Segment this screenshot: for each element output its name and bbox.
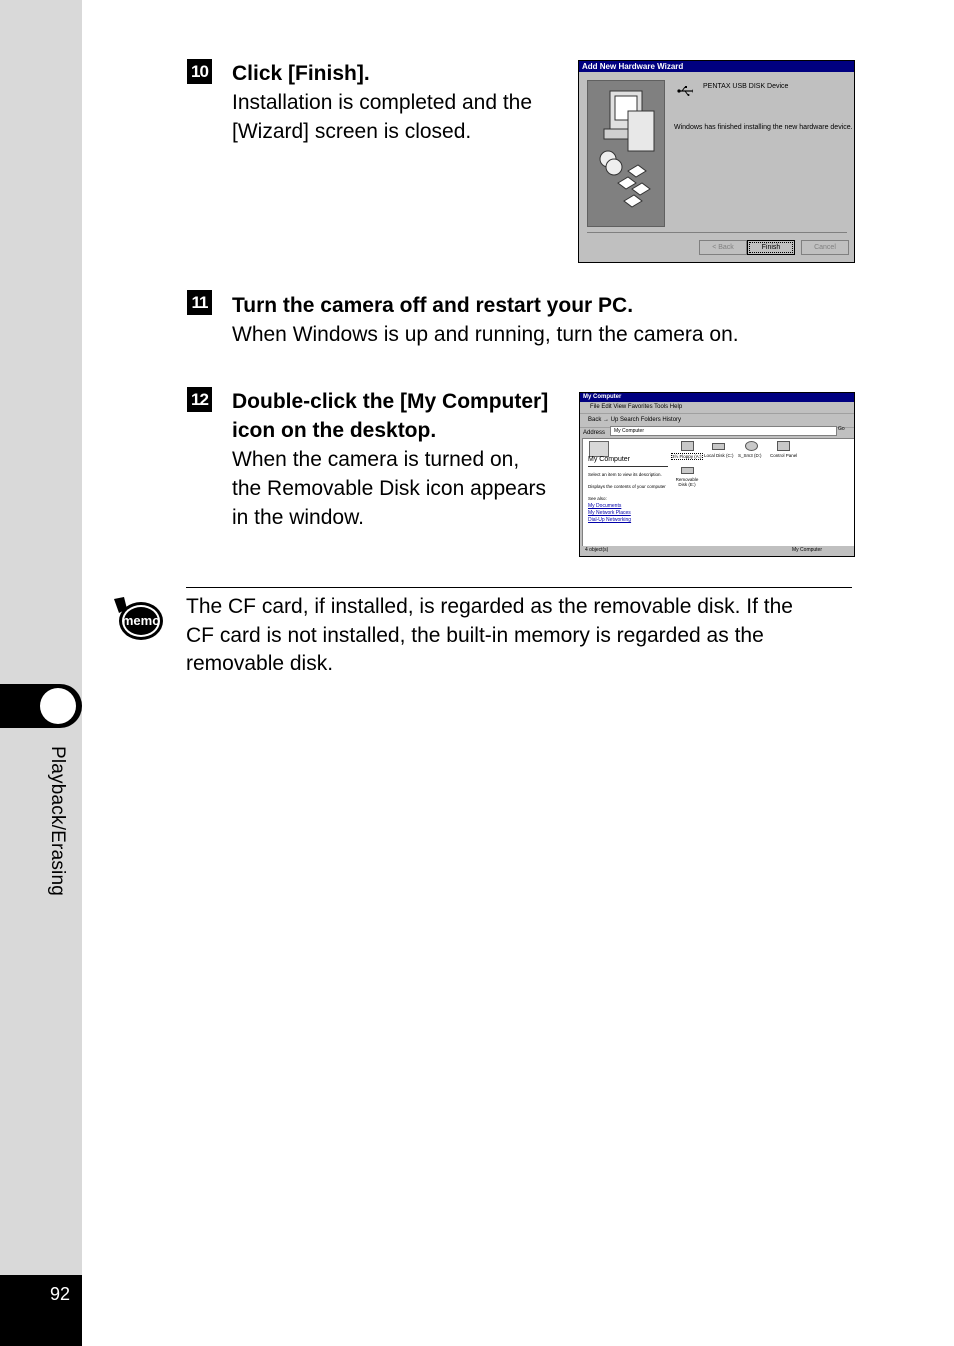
memo-line: CF card is not installed, the built-in memory is regarded as the: [186, 623, 764, 647]
back-button[interactable]: < Back: [699, 240, 747, 255]
step-number-10: 10: [187, 59, 212, 84]
computer-icon: [589, 441, 609, 457]
step-line: [Wizard] screen is closed.: [232, 120, 472, 143]
divider: [587, 232, 847, 233]
finish-button[interactable]: Finish: [747, 240, 795, 255]
step-line: the Removable Disk icon appears: [232, 477, 546, 500]
finish-message: Windows has finished installing the new hardware device.: [674, 124, 853, 131]
cancel-button[interactable]: Cancel: [801, 240, 849, 255]
page-number: 92: [49, 1284, 70, 1304]
memo-icon-label: memo: [121, 613, 161, 628]
status-bar: [582, 546, 855, 554]
address-label: Address: [580, 428, 854, 439]
icon-label: Local Disk (C:): [704, 453, 734, 458]
address-field[interactable]: My Computer: [610, 426, 837, 436]
step-line: When Windows is up and running, turn the camera on.: [232, 323, 739, 346]
memo-icon: [110, 593, 165, 643]
see-also: See also:: [588, 496, 607, 501]
icon-label: Control Panel: [770, 453, 798, 458]
window-content: [582, 438, 855, 547]
step-line: in the window.: [232, 506, 364, 529]
icon-label: Removable Disk (E:): [675, 477, 699, 487]
floppy-drive-icon[interactable]: [681, 441, 694, 451]
go-button[interactable]: Go: [838, 426, 845, 432]
step-title: Turn the camera off and restart your PC.: [232, 294, 634, 317]
step-title: Click [Finish].: [232, 62, 370, 85]
pane-hint: Select an item to view its description.: [588, 472, 662, 477]
control-panel-icon[interactable]: [777, 441, 790, 451]
step-10: [232, 59, 532, 146]
sidebar: [0, 0, 82, 1346]
link-network-places[interactable]: My Network Places: [588, 510, 631, 516]
step-number-12: 12: [187, 387, 212, 412]
menu-bar[interactable]: File Edit View Favorites Tools Help: [580, 402, 854, 414]
usb-icon: [677, 85, 693, 97]
step-number-11: 11: [187, 290, 212, 315]
memo-line: removable disk.: [186, 652, 334, 675]
step-title: Double-click the [My Computer]: [232, 390, 549, 413]
status-right: My Computer: [792, 547, 823, 553]
link-my-documents[interactable]: My Documents: [588, 503, 622, 509]
pane-rule: [588, 466, 668, 467]
status-left: 4 object(s): [585, 547, 609, 553]
toolbar[interactable]: Back → Up Search Folders History: [580, 414, 854, 428]
cd-drive-icon[interactable]: [745, 441, 758, 451]
memo-line: The CF card, if installed, is regarded as the removable disk. If the: [186, 595, 793, 618]
section-label: Playback/Erasing: [47, 746, 68, 896]
window-title: My Computer: [580, 393, 854, 402]
step-line: Installation is completed and the: [232, 91, 533, 114]
icon-label: 3½ Floppy (A:): [672, 454, 702, 459]
memo-text: [186, 593, 854, 679]
my-computer-screenshot: [579, 392, 855, 557]
icon-label: S_Sm3 (D:): [738, 453, 762, 458]
local-disk-icon[interactable]: [712, 443, 725, 450]
wizard-title: Add New Hardware Wizard: [579, 61, 854, 72]
step-line: When the camera is turned on,: [232, 448, 520, 471]
pane-description: Displays the contents of your computer: [588, 484, 666, 489]
computer-illustration-icon: [587, 80, 665, 227]
pane-title: My Computer: [588, 456, 631, 463]
chapter-tab-circle: [40, 688, 76, 724]
step-title: icon on the desktop.: [232, 419, 437, 442]
wizard-screenshot: [578, 60, 855, 263]
removable-disk-icon[interactable]: [681, 467, 694, 474]
device-name: PENTAX USB DISK Device: [703, 83, 789, 90]
memo-rule: [186, 587, 852, 588]
step-11: [232, 291, 739, 349]
step-12: [232, 387, 548, 532]
link-dialup[interactable]: Dial-Up Networking: [588, 517, 632, 523]
